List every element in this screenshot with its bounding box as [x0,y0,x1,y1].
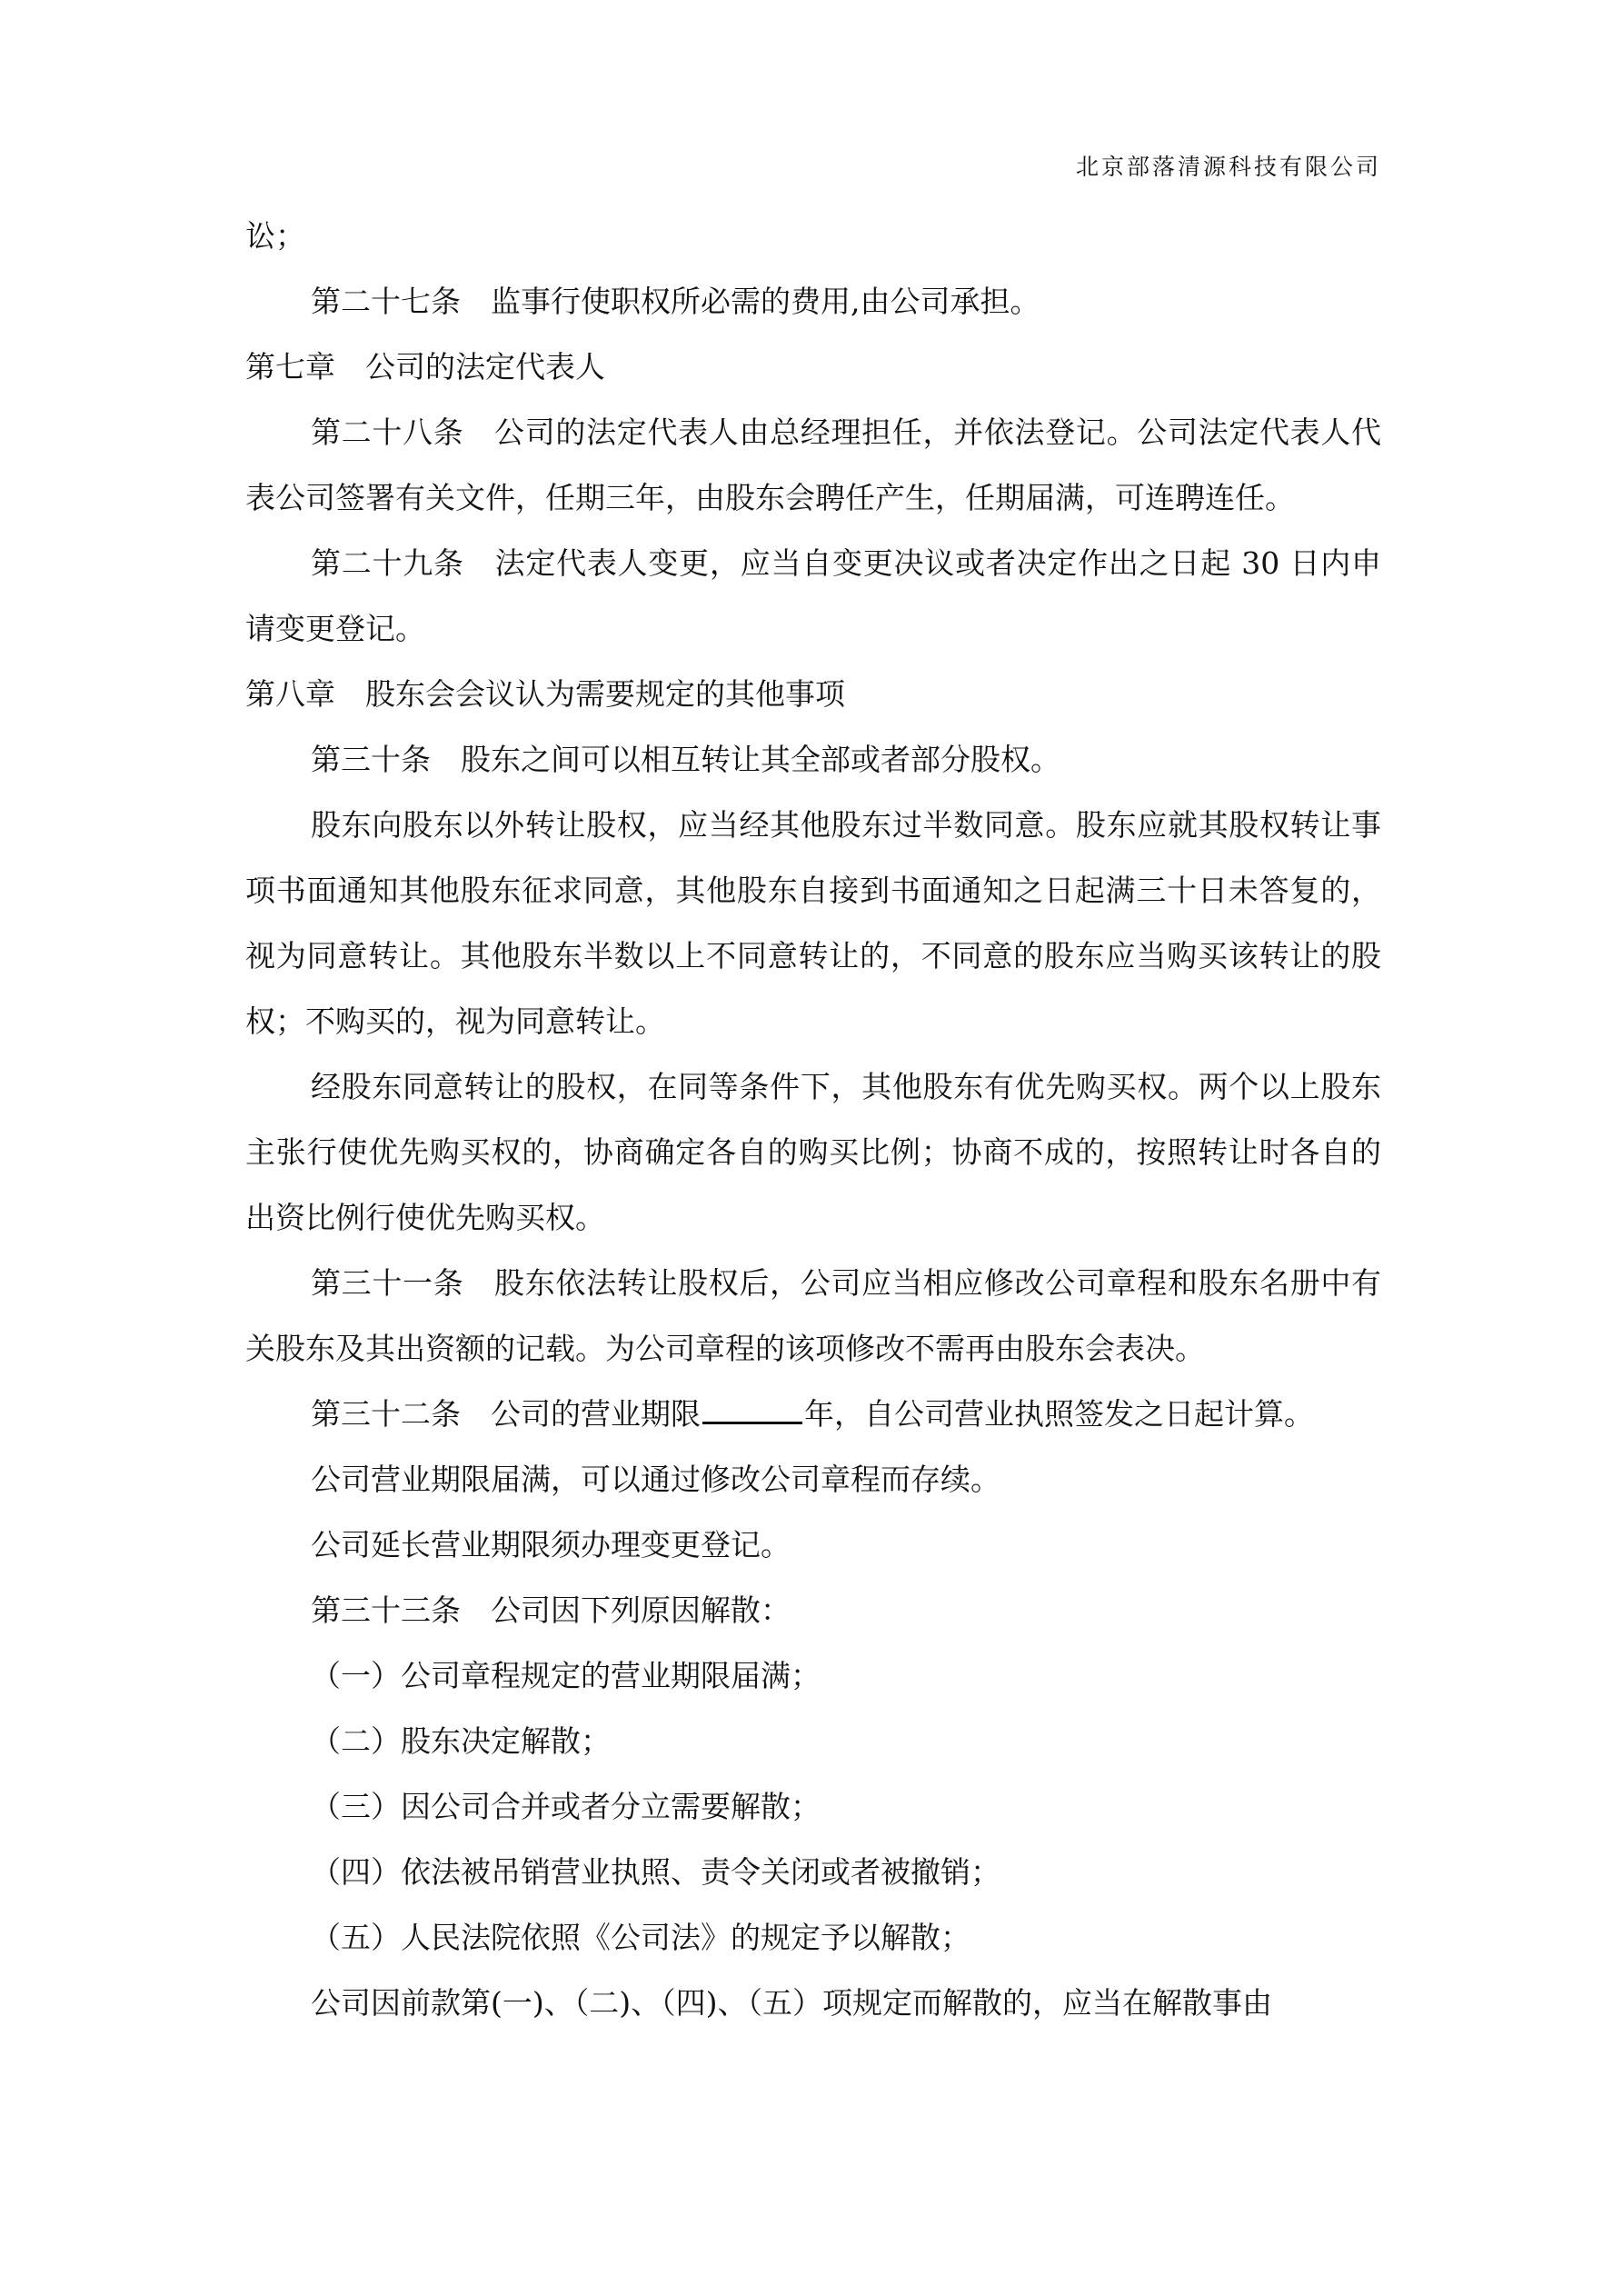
article-28: 第二十八条 公司的法定代表人由总经理担任，并依法登记。公司法定代表人代表公司签署有关文件，任期三年，由股东会聘任产生，任期届满，可连聘连任。 [245,414,1381,515]
paragraph: 讼； [245,218,305,254]
list-item: （二）股东决定解散； [311,1723,611,1759]
article-29: 第二十九条 法定代表人变更，应当自变更决议或者决定作出之日起 30 日内申请变更登记。 [245,545,1381,646]
document-body [245,204,1381,2036]
company-header: 北京部落清源科技有限公司 [1075,154,1381,180]
paragraph: 经股东同意转让的股权，在同等条件下，其他股东有优先购买权。两个以上股东主张行使优先购买权的，协商确定各自的购买比例；协商不成的，按照转让时各自的出资比例行使优先购买权。 [245,1069,1381,1235]
list-item: （四）依法被吊销营业执照、责令关闭或者被撤销； [311,1854,1000,1890]
article-32-after: 年，自公司营业执照签发之日起计算。 [804,1396,1314,1432]
term-blank-line [702,1394,802,1424]
chapter-8-heading: 第八章 股东会会议认为需要规定的其他事项 [245,676,845,712]
list-item: （三）因公司合并或者分立需要解散； [311,1789,821,1824]
list-item: （一）公司章程规定的营业期限届满； [311,1658,821,1693]
article-32 [245,1382,1381,1447]
paragraph: 公司因前款第(一)、（二)、（四)、（五）项规定而解散的，应当在解散事由 [311,1985,1272,2021]
chapter-7-heading: 第七章 公司的法定代表人 [245,349,605,384]
paragraph: 公司延长营业期限须办理变更登记。 [311,1527,791,1562]
paragraph: 公司营业期限届满，可以通过修改公司章程而存续。 [311,1462,1000,1497]
list-item: （五）人民法院依照《公司法》的规定予以解散； [311,1920,970,1955]
article-31: 第三十一条 股东依法转让股权后，公司应当相应修改公司章程和股东名册中有关股东及其出资额的记载。为公司章程的该项修改不需再由股东会表决。 [245,1265,1381,1366]
article-33: 第三十三条 公司因下列原因解散： [311,1592,791,1628]
article-32-before: 第三十二条 公司的营业期限 [311,1396,701,1432]
article-30: 第三十条 股东之间可以相互转让其全部或者部分股权。 [311,742,1060,777]
article-27: 第二十七条 监事行使职权所必需的费用,由公司承担。 [311,284,1040,319]
paragraph: 股东向股东以外转让股权，应当经其他股东过半数同意。股东应就其股权转让事项书面通知其他股东征求同意，其他股东自接到书面通知之日起满三十日未答复的，视为同意转让。其他股东半数以上不同意转让的，不同意的股东应当购买该转让的股权；不购买的，视为同意转让。 [245,807,1381,1039]
